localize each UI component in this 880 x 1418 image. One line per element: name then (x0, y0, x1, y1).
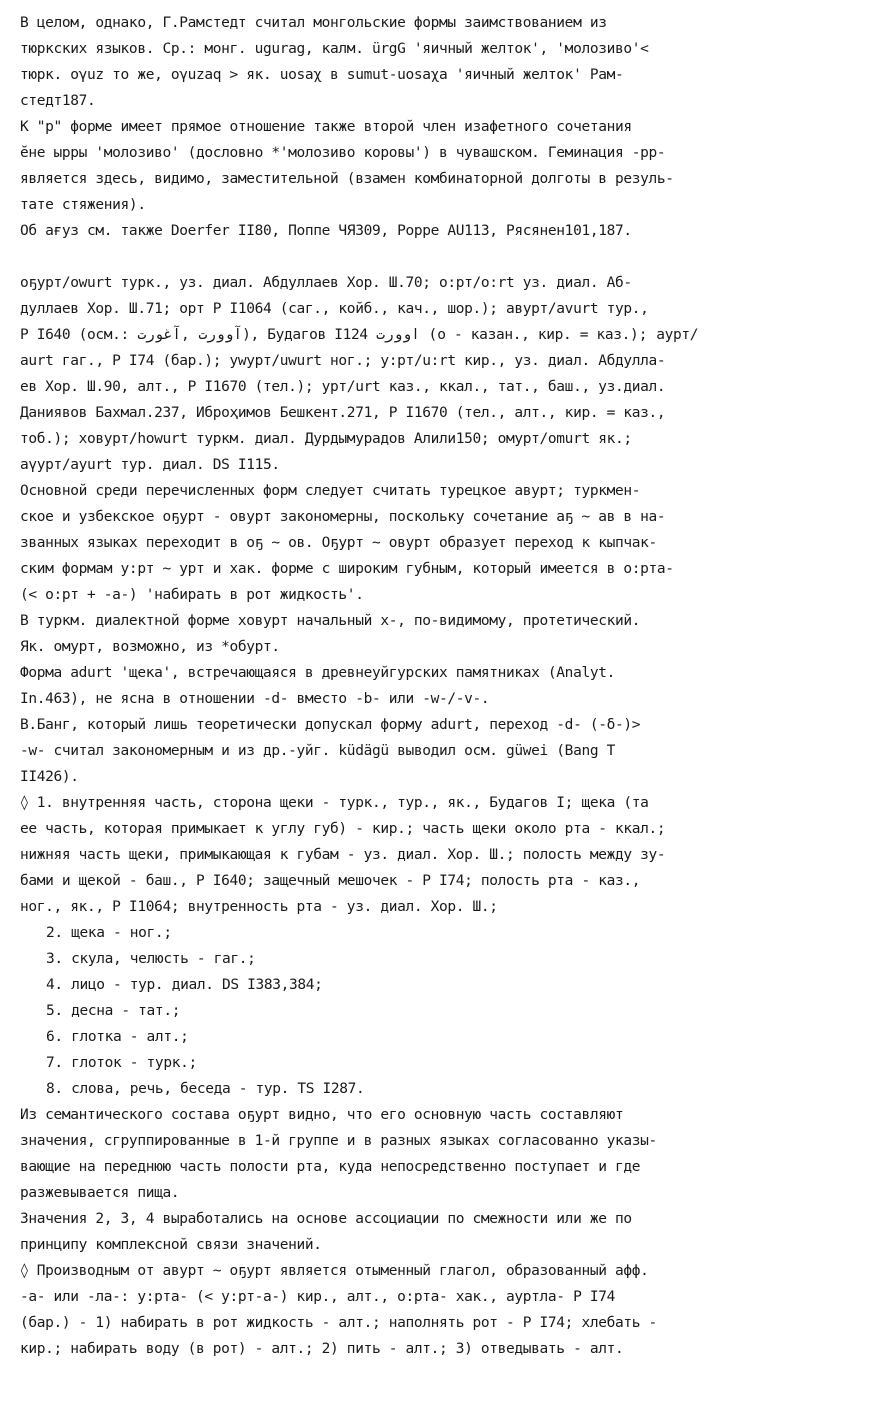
text-line: В.Банг, который лишь теоретически допускал форму adurt, переход -d- (-δ-)> (20, 717, 641, 733)
meaning-entry: 2. щека - ног.; (46, 925, 172, 941)
paragraph (20, 712, 842, 790)
paragraph (20, 114, 842, 218)
text-line: -а- или -ла-: у:рта- (< у:рт-а-) кир., алт., о:рта- хак., ауртла- Р I74 (20, 1289, 615, 1305)
meaning-entry: 7. глоток - турк.; (46, 1055, 197, 1071)
text-line: In.463), не ясна в отношении -d- вместо -b- или -w-/-v-. (20, 691, 490, 707)
text-line: ев Хор. Ш.90, алт., Р I1670 (тел.); урт/urt каз., ккал., тат., баш., уз.диал. (20, 379, 666, 395)
text-line: ее часть, которая примыкает к углу губ) - кир.; часть щеки около рта - ккал.; (20, 821, 666, 837)
meaning-entry: 6. глотка - алт.; (46, 1029, 189, 1045)
text-line: Об ағуз см. также Doerfer II80, Поппе ЧЯ309, Poppe AU113, Рясянен101,187. (20, 223, 632, 239)
text-line: (< о:рт + -а-) 'набирать в рот жидкость'. (20, 587, 364, 603)
text-line: тате стяжения). (20, 197, 146, 213)
paragraph (20, 270, 842, 478)
text-line: дуллаев Хор. Ш.71; орт Р I1064 (саг., койб., кач., шор.); авурт/avurt тур., (20, 301, 649, 317)
meaning-entry: 8. слова, речь, беседа - тур. TS I287. (46, 1081, 365, 1097)
text-line: стедт187. (20, 93, 96, 109)
text-line: Даниявов Бахмал.237, Иброҳимов Бешкент.271, Р I1670 (тел., алт., кир. = каз., (20, 405, 666, 421)
text-line: значения, сгруппированные в 1-й группе и в разных языках согласованно указы- (20, 1133, 657, 1149)
paragraph-gap (20, 244, 842, 270)
text-line: тюрк. oγuz то же, oγuzaq > як. uosaχ в sumut-uosaχa 'яичный желток' Рам- (20, 67, 624, 83)
text-line: -w- считал закономерным и из др.-уйг. küdägü выводил осм. güwei (Bang T (20, 743, 615, 759)
text-line: Форма adurt 'щека', встречающаяся в древнеуйгурских памятниках (Analyt. (20, 665, 615, 681)
paragraph (20, 10, 842, 114)
text-line: (бар.) - 1) набирать в рот жидкость - алт.; наполнять рот - Р I74; хлебать - (20, 1315, 657, 1331)
text-line: принципу комплексной связи значений. (20, 1237, 322, 1253)
text-line: тюркских языков. Ср.: монг. ugurag, калм. ürgG 'яичный желток', 'молозиво'< (20, 41, 649, 57)
text-line: В целом, однако, Г.Рамстедт считал монгольские формы заимствованием из (20, 15, 607, 31)
text-line: В туркм. диалектной форме ховурт начальный х-, по-видимому, протетический. (20, 613, 641, 629)
text-line: оҕурт/owurt турк., уз. диал. Абдуллаев Хор. Ш.70; о:рт/o:rt уз. диал. Аб- (20, 275, 632, 291)
text-line: вающие на переднюю часть полости рта, куда непосредственно поступает и где (20, 1159, 641, 1175)
paragraph (20, 1102, 842, 1206)
text-line: кир.; набирать воду (в рот) - алт.; 2) пить - алт.; 3) отведывать - алт. (20, 1341, 624, 1357)
text-line: тоб.); ховурт/howurt туркм. диал. Дурдымурадов Алили150; омурт/omurt як.; (20, 431, 632, 447)
text-line: Основной среди перечисленных форм следует считать турецкое авурт; туркмен- (20, 483, 641, 499)
paragraph (20, 634, 842, 660)
meaning-entry: 5. десна - тат.; (46, 1003, 181, 1019)
text-line: II426). (20, 769, 79, 785)
text-line: является здесь, видимо, заместительной (взамен комбинаторной долготы в резуль- (20, 171, 674, 187)
text-line: бами и щекой - баш., Р I640; защечный мешочек - Р I74; полость рта - каз., (20, 873, 641, 889)
text-line: ◊ Производным от авурт ~ оҕурт является отыменный глагол, образованный афф. (20, 1263, 649, 1279)
text-line: Р I640 (осм.: آوورت ,آغورت), Будагов I124 اوورت (о - казан., кир. = каз.); аурт/ (20, 327, 699, 343)
text-line: К "р" форме имеет прямое отношение также второй член изафетного сочетания (20, 119, 632, 135)
text-line: Из семантического состава оҕурт видно, что его основную часть составляют (20, 1107, 624, 1123)
text-line: ским формам у:рт ~ урт и хак. форме с широким губным, который имеется в о:рта- (20, 561, 674, 577)
text-line: званных языках переходит в оҕ ~ ов. Оҕурт ~ овурт образует переход к кыпчак- (20, 535, 657, 551)
text-line: аүурт/ayurt тур. диал. DS I115. (20, 457, 280, 473)
text-line: ское и узбекское оҕурт - овурт закономерны, поскольку сочетание аҕ ~ ав в на- (20, 509, 666, 525)
paragraph (20, 790, 842, 920)
paragraph (20, 218, 842, 244)
paragraph (20, 1206, 842, 1258)
text-line: Значения 2, 3, 4 выработались на основе ассоциации по смежности или же по (20, 1211, 632, 1227)
text-line: нижняя часть щеки, примыкающая к губам - уз. диал. Хор. Ш.; полость между зу- (20, 847, 666, 863)
meaning-entry: 4. лицо - тур. диал. DS I383,384; (46, 977, 323, 993)
paragraph (20, 660, 842, 712)
text-line: aurt гаг., Р I74 (бар.); уԝурт/uwurt ног.; у:рт/u:rt кир., уз. диал. Абдулла- (20, 353, 666, 369)
text-line: разжевывается пища. (20, 1185, 180, 1201)
text-line: ◊ 1. внутренняя часть, сторона щеки - турк., тур., як., Будагов I; щека (та (20, 795, 649, 811)
meaning-entry: 3. скула, челюсть - гаг.; (46, 951, 256, 967)
paragraph (20, 608, 842, 634)
meaning-list (20, 920, 842, 1102)
text-line: Як. омурт, возможно, из *обурт. (20, 639, 280, 655)
text-line: ног., як., Р I1064; внутренность рта - уз. диал. Хор. Ш.; (20, 899, 498, 915)
paragraph (20, 478, 842, 608)
text-line: ӗне ырры 'молозиво' (дословно *'молозиво коровы') в чувашском. Геминация -рр- (20, 145, 666, 161)
paragraph (20, 1258, 842, 1362)
